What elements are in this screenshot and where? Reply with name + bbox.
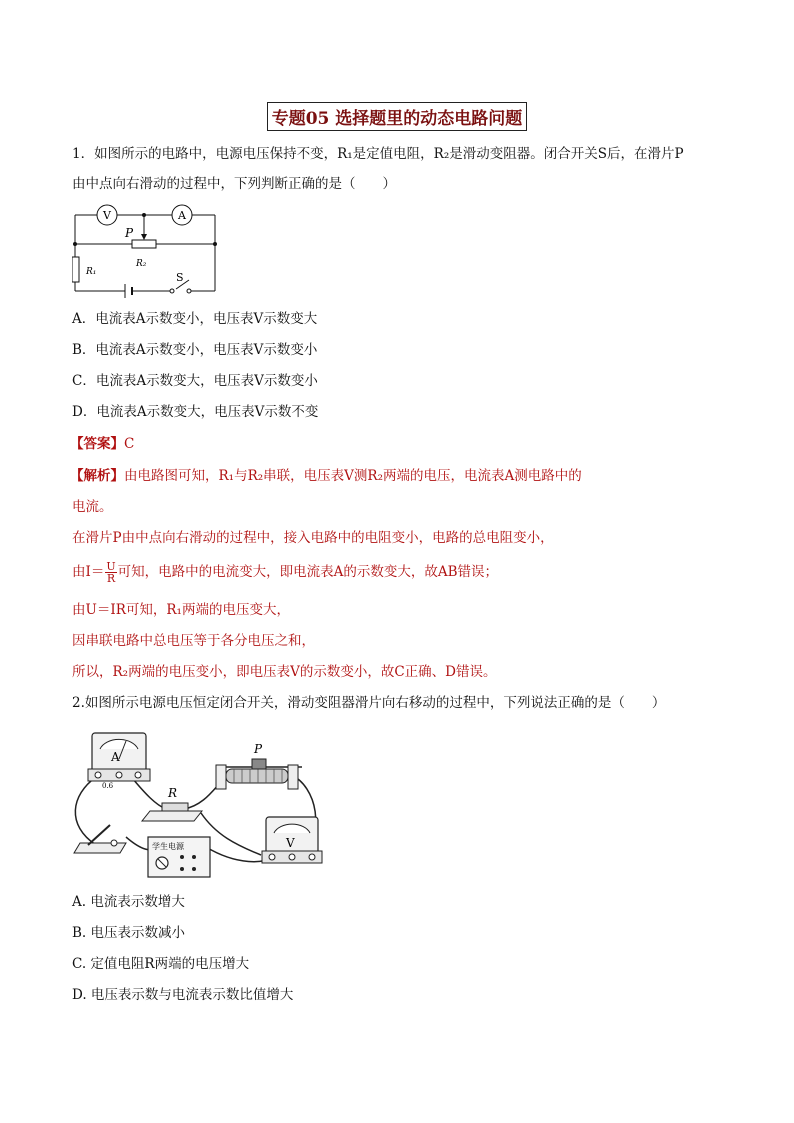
q1-analysis-line6: 因串联电路中总电压等于各分电压之和， — [72, 633, 315, 649]
q2-stem: 2.如图所示电源电压恒定闭合开关，滑动变阻器滑片向右移动的过程中，下列说法正确的是（ ） — [72, 695, 666, 711]
voltmeter-label: V — [103, 209, 111, 222]
ohm-fraction — [105, 561, 116, 584]
analysis-text: 由电路图可知，R₁与R₂串联，电压表V测R₂两端的电压，电流表A测电路中的 — [124, 468, 582, 484]
rheostat-device — [216, 759, 302, 789]
answer-label: 【答案】 — [70, 436, 124, 452]
q2-option-c: C. 定值电阻R两端的电压增大 — [72, 956, 250, 972]
junction-dot — [142, 213, 146, 217]
slider-arrow — [141, 234, 147, 240]
junction-dot — [213, 242, 217, 246]
q1-circuit-diagram — [72, 203, 222, 299]
q1-option-d: D．电流表A示数变大，电压表V示数不变 — [72, 404, 319, 420]
voltmeter-label: V — [286, 836, 295, 850]
q2-apparatus-figure — [66, 725, 332, 883]
ammeter-label: A — [111, 750, 120, 764]
slider-label: P — [125, 226, 134, 240]
q1-option-a: A．电流表A示数变小，电压表V示数变大 — [72, 311, 318, 327]
q1-answer — [70, 435, 134, 453]
page-title: 专题05 选择题里的动态电路问题 — [267, 102, 528, 131]
q1-analysis-line5: 由U＝IR可知，R₁两端的电压变大， — [72, 602, 290, 618]
q1-analysis-line3: 在滑片P由中点向右滑动的过程中，接入电路中的电阻变小，电路的总电阻变小， — [72, 530, 554, 546]
formula-prefix: 由I＝ — [72, 564, 105, 580]
power-supply-label: 学生电源 — [152, 842, 184, 851]
q1-stem-line1: 1．如图所示的电路中，电源电压保持不变，R₁是定值电阻，R₂是滑动变阻器。闭合开关S后，在滑片P — [72, 146, 684, 162]
q2-option-d: D. 电压表示数与电流表示数比值增大 — [72, 987, 294, 1003]
answer-value: C — [124, 436, 135, 452]
ammeter-label: A — [178, 209, 186, 222]
knife-switch — [74, 825, 126, 853]
ammeter-scale-label: 0.6 — [102, 782, 114, 790]
q1-stem-line2: 由中点向右滑动的过程中，下列判断正确的是（ ） — [72, 176, 396, 192]
switch-label: S — [176, 271, 184, 284]
q1-analysis-line1 — [70, 467, 582, 485]
switch-contact-right — [187, 289, 191, 293]
q2-option-a: A. 电流表示数增大 — [72, 894, 185, 910]
q1-analysis-line7: 所以，R₂两端的电压变小，即电压表V的示数变小，故C正确、D错误。 — [72, 664, 497, 680]
q2-option-b: B. 电压表示数减小 — [72, 925, 186, 941]
title-wrap — [0, 102, 794, 131]
q1-option-c: C．电流表A示数变大，电压表V示数变小 — [72, 373, 318, 389]
slider-label: P — [254, 742, 263, 756]
formula-suffix: 可知，电路中的电流变大，即电流表A的示数变大，故AB错误； — [117, 564, 499, 580]
junction-dot — [73, 242, 77, 246]
fraction-numerator: U — [106, 560, 116, 573]
r2-resistor — [132, 240, 156, 248]
analysis-label: 【解析】 — [70, 468, 124, 484]
fraction-denominator: R — [106, 572, 116, 585]
switch-contact-left — [170, 289, 174, 293]
q1-option-b: B．电流表A示数变小，电压表V示数变小 — [72, 342, 318, 358]
r1-label: R₁ — [86, 267, 97, 277]
resistor-label: R — [168, 786, 178, 800]
q1-analysis-line4 — [72, 561, 498, 584]
r2-label: R₂ — [136, 259, 147, 269]
q1-analysis-line2: 电流。 — [72, 499, 113, 515]
